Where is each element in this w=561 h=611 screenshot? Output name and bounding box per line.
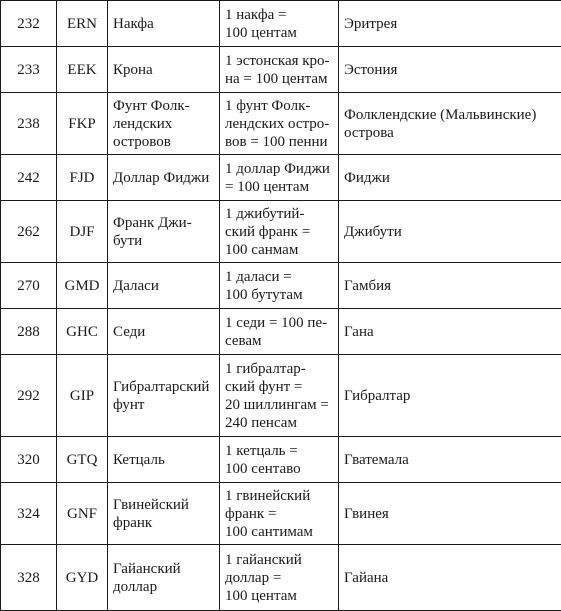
subunit-line: 100 бутутам <box>225 286 303 303</box>
currency-name-line: Фунт Фолк- <box>113 97 190 114</box>
currency-name-line: Кетцаль <box>113 451 165 468</box>
currency-code-cell: GNF <box>57 483 108 545</box>
subunit-line: 1 накфа = <box>225 6 287 23</box>
numeric-code-cell: 288 <box>1 309 57 355</box>
numeric-code-cell: 232 <box>1 1 57 47</box>
currency-code-cell: GHC <box>57 309 108 355</box>
table-row <box>1 1 561 47</box>
currency-name-line: Гвинейский <box>113 496 189 513</box>
currency-name-cell <box>108 309 220 355</box>
subunit-line: 1 эстонская кро- <box>225 52 330 69</box>
country-line: Эстония <box>344 61 398 78</box>
country-line: Гайана <box>344 569 389 586</box>
subunit-line: 20 шиллингам = <box>225 396 329 413</box>
currency-code-cell: GMD <box>57 263 108 309</box>
subunit-line: 1 седи = 100 пе- <box>225 314 328 331</box>
table-row <box>1 437 561 483</box>
table-row <box>1 201 561 263</box>
numeric-code-cell: 233 <box>1 47 57 93</box>
currency-code-cell: DJF <box>57 201 108 263</box>
subunit-line: 240 пенсам <box>225 414 297 431</box>
subunit-line: на = 100 центам <box>225 70 328 87</box>
numeric-code-cell: 324 <box>1 483 57 545</box>
country-cell <box>339 93 561 155</box>
subunit-line: 1 джибутий- <box>225 205 305 222</box>
subunit-cell <box>220 355 339 437</box>
table-row <box>1 355 561 437</box>
country-cell <box>339 483 561 545</box>
numeric-code-cell: 292 <box>1 355 57 437</box>
subunit-line: вов = 100 пенни <box>225 133 328 150</box>
country-cell <box>339 155 561 201</box>
numeric-code-cell: 242 <box>1 155 57 201</box>
country-line: Гвинея <box>344 505 389 522</box>
numeric-code-cell: 262 <box>1 201 57 263</box>
subunit-cell <box>220 47 339 93</box>
subunit-cell <box>220 483 339 545</box>
subunit-line: 100 центам <box>225 587 297 604</box>
subunit-line: 100 сентаво <box>225 460 301 477</box>
currency-code-cell: FKP <box>57 93 108 155</box>
currency-name-line: островов <box>113 133 171 150</box>
currency-name-line: Крона <box>113 61 153 78</box>
currency-name-line: Накфа <box>113 15 154 32</box>
table-row <box>1 47 561 93</box>
currency-code-cell: ERN <box>57 1 108 47</box>
currency-name-cell <box>108 1 220 47</box>
subunit-line: = 100 центам <box>225 178 310 195</box>
country-cell <box>339 1 561 47</box>
country-line: острова <box>344 124 394 141</box>
currency-name-cell <box>108 437 220 483</box>
currency-name-line: Гайанский <box>113 560 181 577</box>
currency-name-cell <box>108 201 220 263</box>
table-row <box>1 309 561 355</box>
currency-code-cell: FJD <box>57 155 108 201</box>
subunit-line: 1 даласи = <box>225 268 292 285</box>
table-row <box>1 483 561 545</box>
subunit-line: 1 кетцаль = <box>225 442 298 459</box>
currency-name-cell <box>108 545 220 611</box>
currency-name-cell <box>108 355 220 437</box>
country-cell <box>339 47 561 93</box>
numeric-code-cell: 320 <box>1 437 57 483</box>
country-cell <box>339 263 561 309</box>
currency-name-cell <box>108 155 220 201</box>
subunit-line: 1 фунт Фолк- <box>225 97 311 114</box>
country-line: Джибути <box>344 223 402 240</box>
subunit-cell <box>220 437 339 483</box>
subunit-line: лендских остро- <box>225 115 330 132</box>
currency-name-line: франк <box>113 514 153 531</box>
country-cell <box>339 309 561 355</box>
currency-code-cell: GYD <box>57 545 108 611</box>
subunit-cell <box>220 263 339 309</box>
table-row <box>1 155 561 201</box>
table-row <box>1 263 561 309</box>
country-cell <box>339 437 561 483</box>
currency-name-cell <box>108 47 220 93</box>
currency-name-cell <box>108 483 220 545</box>
table-row <box>1 545 561 611</box>
currency-code-cell: GIP <box>57 355 108 437</box>
numeric-code-cell: 270 <box>1 263 57 309</box>
country-line: Эритрея <box>344 15 398 32</box>
country-line: Гибралтар <box>344 387 411 404</box>
subunit-line: 1 гайанский <box>225 551 302 568</box>
currency-name-line: бути <box>113 232 143 249</box>
country-line: Гамбия <box>344 277 392 294</box>
currency-name-line: лендских <box>113 115 173 132</box>
currency-name-line: фунт <box>113 396 145 413</box>
currency-name-line: Гибралтарский <box>113 378 210 395</box>
currency-name-cell <box>108 263 220 309</box>
country-cell <box>339 201 561 263</box>
subunit-cell <box>220 545 339 611</box>
currency-name-line: Франк Джи- <box>113 214 192 231</box>
subunit-line: 1 доллар Фиджи <box>225 160 330 177</box>
subunit-cell <box>220 155 339 201</box>
subunit-cell <box>220 1 339 47</box>
country-cell <box>339 545 561 611</box>
subunit-cell <box>220 309 339 355</box>
currency-code-cell: GTQ <box>57 437 108 483</box>
subunit-line: 100 санмам <box>225 241 299 258</box>
country-line: Гана <box>344 323 374 340</box>
currency-name-line: Доллар Фиджи <box>113 169 210 186</box>
currency-name-line: Седи <box>113 323 146 340</box>
country-line: Фиджи <box>344 169 390 186</box>
subunit-line: франк = <box>225 505 277 522</box>
currency-table-body <box>1 1 561 611</box>
subunit-line: 1 гибралтар- <box>225 360 306 377</box>
subunit-line: 100 сантимам <box>225 523 313 540</box>
table-row <box>1 93 561 155</box>
subunit-line: 100 центам <box>225 24 297 41</box>
numeric-code-cell: 328 <box>1 545 57 611</box>
country-line: Гватемала <box>344 451 409 468</box>
country-line: Фолклендские (Мальвинские) <box>344 106 537 123</box>
subunit-line: ский фунт = <box>225 378 303 395</box>
country-cell <box>339 355 561 437</box>
subunit-cell <box>220 201 339 263</box>
subunit-cell <box>220 93 339 155</box>
subunit-line: доллар = <box>225 569 282 586</box>
currency-name-cell <box>108 93 220 155</box>
currency-name-line: Даласи <box>113 277 159 294</box>
subunit-line: 1 гвинейский <box>225 487 311 504</box>
currency-code-cell: EEK <box>57 47 108 93</box>
currency-name-line: доллар <box>113 578 158 595</box>
numeric-code-cell: 238 <box>1 93 57 155</box>
subunit-line: севам <box>225 332 262 349</box>
subunit-line: ский франк = <box>225 223 311 240</box>
